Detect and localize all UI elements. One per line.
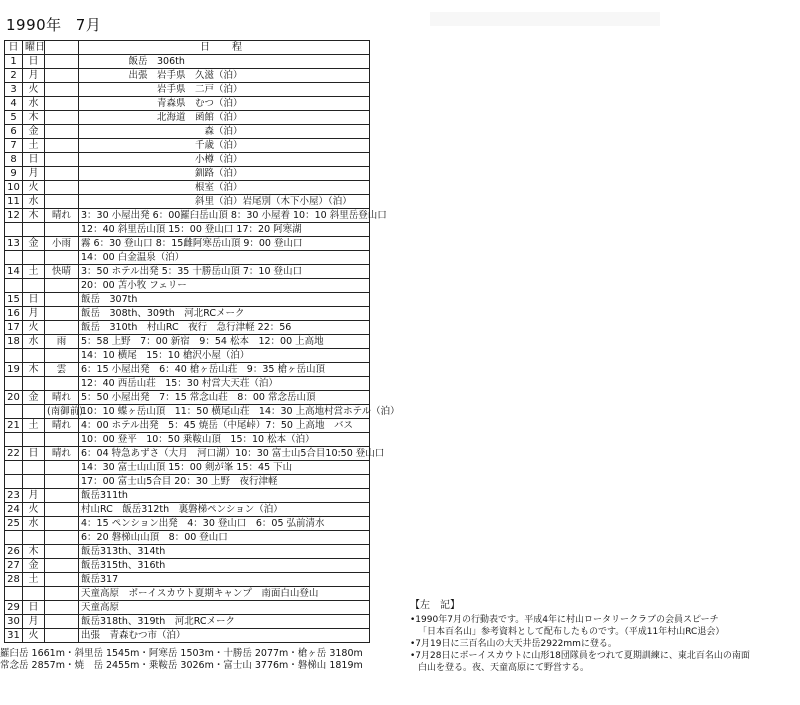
weekday-cell: 木	[23, 209, 45, 223]
table-row	[5, 489, 370, 503]
table-row	[5, 97, 370, 111]
day-cell: 25	[5, 517, 23, 531]
schedule-cell: 飯岳311th	[79, 489, 370, 503]
weekday-cell: 火	[23, 629, 45, 643]
weather-cell: 晴れ	[45, 419, 79, 433]
table-row	[5, 531, 370, 545]
schedule-cell: 小樽（泊）	[79, 153, 370, 167]
weather-cell	[45, 69, 79, 83]
table-row	[5, 55, 370, 69]
day-cell: 17	[5, 321, 23, 335]
table-row	[5, 615, 370, 629]
weather-cell: 晴れ	[45, 391, 79, 405]
schedule-cell: 6：15 小屋出発 6：40 槍ヶ岳山荘 9：35 槍ヶ岳山頂	[79, 363, 370, 377]
table-row	[5, 573, 370, 587]
table-row	[5, 251, 370, 265]
weather-cell	[45, 125, 79, 139]
day-cell	[5, 461, 23, 475]
schedule-cell: 岩手県 二戸（泊）	[79, 83, 370, 97]
day-cell	[5, 251, 23, 265]
table-row	[5, 461, 370, 475]
weather-cell	[45, 279, 79, 293]
page-title	[6, 14, 101, 35]
table-row	[5, 209, 370, 223]
table-row	[5, 363, 370, 377]
weekday-cell: 日	[23, 153, 45, 167]
table-row	[5, 139, 370, 153]
table-row	[5, 83, 370, 97]
schedule-cell: 14：30 富士山山頂 15：00 剣が峯 15：45 下山	[79, 461, 370, 475]
weather-cell	[45, 97, 79, 111]
day-cell: 9	[5, 167, 23, 181]
schedule-cell: 20：00 苫小牧 フェリー	[79, 279, 370, 293]
day-cell: 30	[5, 615, 23, 629]
day-cell: 13	[5, 237, 23, 251]
schedule-cell: 飯岳313th、314th	[79, 545, 370, 559]
table-row	[5, 405, 370, 419]
notes-box	[410, 600, 795, 674]
weather-cell	[45, 195, 79, 209]
weekday-cell: 木	[23, 545, 45, 559]
bleed-through-shadow	[430, 12, 660, 26]
weekday-cell: 日	[23, 55, 45, 69]
weather-cell	[45, 433, 79, 447]
schedule-cell: 釧路（泊）	[79, 167, 370, 181]
day-cell: 24	[5, 503, 23, 517]
title-month: 7月	[75, 16, 102, 34]
day-cell: 16	[5, 307, 23, 321]
weekday-cell	[23, 531, 45, 545]
day-cell: 6	[5, 125, 23, 139]
weather-cell	[45, 167, 79, 181]
weekday-cell: 火	[23, 321, 45, 335]
weekday-cell	[23, 587, 45, 601]
table-row	[5, 223, 370, 237]
weather-cell	[45, 321, 79, 335]
weekday-cell: 水	[23, 517, 45, 531]
table-row	[5, 167, 370, 181]
day-cell: 5	[5, 111, 23, 125]
day-cell: 2	[5, 69, 23, 83]
day-cell: 15	[5, 293, 23, 307]
weekday-cell: 土	[23, 265, 45, 279]
weekday-cell: 日	[23, 447, 45, 461]
day-cell: 28	[5, 573, 23, 587]
weather-cell	[45, 461, 79, 475]
weekday-cell: 日	[23, 293, 45, 307]
day-cell: 7	[5, 139, 23, 153]
weather-cell: 雨	[45, 335, 79, 349]
schedule-cell: 天童高原 ボーイスカウト夏期キャンプ 南面白山登山	[79, 587, 370, 601]
schedule-cell: 飯岳318th、319th 河北RCメーク	[79, 615, 370, 629]
table-row	[5, 559, 370, 573]
weather-cell	[45, 181, 79, 195]
weather-cell	[45, 475, 79, 489]
day-cell: 22	[5, 447, 23, 461]
weather-cell: 小雨	[45, 237, 79, 251]
weather-cell	[45, 111, 79, 125]
schedule-cell: 飯岳315th、316th	[79, 559, 370, 573]
schedule-cell: 千歳（泊）	[79, 139, 370, 153]
weather-cell	[45, 349, 79, 363]
mountain-heights-footer	[0, 648, 363, 672]
schedule-cell: 根室（泊）	[79, 181, 370, 195]
weekday-cell	[23, 223, 45, 237]
weekday-cell: 水	[23, 97, 45, 111]
day-cell: 14	[5, 265, 23, 279]
day-cell: 19	[5, 363, 23, 377]
day-cell: 1	[5, 55, 23, 69]
table-row	[5, 391, 370, 405]
weekday-cell	[23, 349, 45, 363]
schedule-cell: 飯岳 306th	[79, 55, 370, 69]
weekday-cell	[23, 475, 45, 489]
weekday-cell: 金	[23, 391, 45, 405]
schedule-cell: 10：00 登平 10：50 乗鞍山頂 15：10 松本（泊）	[79, 433, 370, 447]
weekday-cell: 水	[23, 335, 45, 349]
table-row	[5, 111, 370, 125]
weather-cell	[45, 517, 79, 531]
weather-cell	[45, 251, 79, 265]
weather-cell	[45, 223, 79, 237]
table-row	[5, 503, 370, 517]
day-cell: 3	[5, 83, 23, 97]
weather-cell: 雲	[45, 363, 79, 377]
day-cell: 27	[5, 559, 23, 573]
table-row	[5, 153, 370, 167]
weather-cell	[45, 153, 79, 167]
table-header-row	[5, 41, 370, 55]
schedule-cell: 斜里（泊）岩尾別（木下小屋）（泊）	[79, 195, 370, 209]
day-cell: 23	[5, 489, 23, 503]
schedule-cell: 12：40 斜里岳山頂 15：00 登山口 17：20 阿寒湖	[79, 223, 370, 237]
weather-cell	[45, 307, 79, 321]
weekday-cell: 火	[23, 83, 45, 97]
schedule-cell: 12：40 西岳山荘 15：30 村営大天荘（泊）	[79, 377, 370, 391]
weather-cell	[45, 293, 79, 307]
weekday-cell: 月	[23, 615, 45, 629]
weekday-cell	[23, 433, 45, 447]
header-schedule: 日 程	[79, 41, 370, 55]
day-cell	[5, 531, 23, 545]
table-row	[5, 517, 370, 531]
schedule-cell: 森（泊）	[79, 125, 370, 139]
day-cell	[5, 377, 23, 391]
weather-cell	[45, 559, 79, 573]
note-line: •1990年7月の行動表です。平成4年に村山ロータリークラブの会員スピーチ	[410, 615, 719, 625]
table-row	[5, 629, 370, 643]
schedule-cell: 14：10 横尾 15：10 槍沢小屋（泊）	[79, 349, 370, 363]
schedule-cell: 5：58 上野 7：00 新宿 9：54 松本 12：00 上高地	[79, 335, 370, 349]
table-row	[5, 181, 370, 195]
header-day: 日	[5, 41, 23, 55]
weekday-cell: 土	[23, 419, 45, 433]
schedule-cell: 3：30 小屋出発 6：00羅臼岳山頂 8：30 小屋着 10：10 斜里岳登山口	[79, 209, 370, 223]
weather-cell: 快晴	[45, 265, 79, 279]
table-row	[5, 307, 370, 321]
table-row	[5, 321, 370, 335]
day-cell: 31	[5, 629, 23, 643]
weather-cell	[45, 545, 79, 559]
schedule-body	[5, 55, 400, 643]
schedule-cell: 10：10 蝶ヶ岳山頂 11：50 横尾山荘 14：30 上高地村営ホテル（泊）	[79, 405, 370, 419]
schedule-cell: 6：04 特急あずさ（大月 河口湖）10：30 富士山5合目10:50 登山口	[79, 447, 370, 461]
day-cell: 12	[5, 209, 23, 223]
table-row	[5, 237, 370, 251]
table-row	[5, 69, 370, 83]
weekday-cell: 月	[23, 489, 45, 503]
table-row	[5, 377, 370, 391]
table-row	[5, 433, 370, 447]
day-cell: 8	[5, 153, 23, 167]
header-weather	[45, 41, 79, 55]
day-cell: 10	[5, 181, 23, 195]
schedule-cell: 天童高原	[79, 601, 370, 615]
table-row	[5, 447, 370, 461]
day-cell: 4	[5, 97, 23, 111]
table-row	[5, 125, 370, 139]
weekday-cell	[23, 461, 45, 475]
weekday-cell: 月	[23, 167, 45, 181]
day-cell	[5, 349, 23, 363]
day-cell	[5, 223, 23, 237]
footer-line: 常念岳 2857m・焼 岳 2455m・乗鞍岳 3026m・富士山 3776m・磐梯山 1819m	[0, 660, 363, 671]
weekday-cell: 木	[23, 111, 45, 125]
schedule-cell: 6：20 磐梯山山頂 8：00 登山口	[79, 531, 370, 545]
schedule-cell: 3：50 ホテル出発 5：35 十勝岳山頂 7：10 登山口	[79, 265, 370, 279]
table-row	[5, 293, 370, 307]
day-cell: 26	[5, 545, 23, 559]
table-row	[5, 279, 370, 293]
schedule-cell: 5：50 小屋出発 7：15 常念山荘 8：00 常念岳山頂	[79, 391, 370, 405]
schedule-cell: 4：15 ペンション出発 4：30 登山口 6：05 弘前清水	[79, 517, 370, 531]
schedule-cell: 17：00 富士山5合目 20：30 上野 夜行津軽	[79, 475, 370, 489]
day-cell	[5, 587, 23, 601]
title-year: 1990年	[6, 16, 62, 34]
schedule-cell: 14：00 白金温泉（泊）	[79, 251, 370, 265]
weekday-cell: 月	[23, 307, 45, 321]
weekday-cell: 火	[23, 503, 45, 517]
table-row	[5, 349, 370, 363]
weather-cell: (南御前)	[45, 405, 79, 419]
table-row	[5, 587, 370, 601]
weekday-cell: 金	[23, 559, 45, 573]
table-row	[5, 419, 370, 433]
weather-cell	[45, 489, 79, 503]
weather-cell	[45, 503, 79, 517]
weather-cell	[45, 601, 79, 615]
schedule-table	[4, 40, 400, 643]
weekday-cell: 日	[23, 601, 45, 615]
weather-cell	[45, 615, 79, 629]
day-cell: 29	[5, 601, 23, 615]
weekday-cell: 月	[23, 69, 45, 83]
day-cell	[5, 433, 23, 447]
table-row	[5, 475, 370, 489]
table-row	[5, 545, 370, 559]
weekday-cell: 水	[23, 195, 45, 209]
schedule-cell: 4：00 ホテル出発 5：45 焼岳（中尾峠）7：50 上高地 バス	[79, 419, 370, 433]
weekday-cell: 土	[23, 139, 45, 153]
day-cell: 20	[5, 391, 23, 405]
note-line: 「日本百名山」参考資料として配布したものです。（平成11年村山RC退会）	[418, 627, 725, 637]
schedule-cell: 村山RC 飯岳312th 裏磐梯ペンション（泊）	[79, 503, 370, 517]
day-cell: 11	[5, 195, 23, 209]
weather-cell	[45, 573, 79, 587]
table-row	[5, 335, 370, 349]
weekday-cell: 火	[23, 181, 45, 195]
weekday-cell: 金	[23, 125, 45, 139]
weekday-cell: 金	[23, 237, 45, 251]
weather-cell: 晴れ	[45, 209, 79, 223]
weather-cell	[45, 55, 79, 69]
weather-cell	[45, 531, 79, 545]
weekday-cell: 木	[23, 363, 45, 377]
schedule-cell: 青森県 むつ（泊）	[79, 97, 370, 111]
weekday-cell	[23, 251, 45, 265]
schedule-cell: 出張 青森むつ市（泊）	[79, 629, 370, 643]
note-line: •7月28日にボーイスカウトに山形18団隊員をつれて夏期訓練に、東北百名山の南面	[410, 651, 750, 661]
schedule-cell: 飯岳 308th、309th 河北RCメーク	[79, 307, 370, 321]
weekday-cell	[23, 377, 45, 391]
schedule-cell: 出張 岩手県 久滋（泊）	[79, 69, 370, 83]
schedule-cell: 霧 6：30 登山口 8：15雌阿寒岳山頂 9：00 登山口	[79, 237, 370, 251]
weekday-cell	[23, 405, 45, 419]
weather-cell: 晴れ	[45, 447, 79, 461]
day-cell	[5, 279, 23, 293]
weather-cell	[45, 377, 79, 391]
weather-cell	[45, 83, 79, 97]
schedule-cell: 北海道 函館（泊）	[79, 111, 370, 125]
schedule-cell: 飯岳317	[79, 573, 370, 587]
weather-cell	[45, 629, 79, 643]
table-row	[5, 265, 370, 279]
note-line: •7月19日に三百名山の大天井岳2922mmに登る。	[410, 639, 617, 649]
schedule-cell: 飯岳 310th 村山RC 夜行 急行津軽 22：56	[79, 321, 370, 335]
table-row	[5, 601, 370, 615]
weather-cell	[45, 139, 79, 153]
header-weekday: 曜日	[23, 41, 45, 55]
day-cell	[5, 475, 23, 489]
notes-title: 【左 記】	[410, 600, 460, 611]
weekday-cell: 土	[23, 573, 45, 587]
footer-line: 羅臼岳 1661m・斜里岳 1545m・阿寒岳 1503m・十勝岳 2077m・槍ヶ岳 3180m	[0, 648, 363, 659]
day-cell: 21	[5, 419, 23, 433]
day-cell	[5, 405, 23, 419]
table-row	[5, 195, 370, 209]
schedule-cell: 飯岳 307th	[79, 293, 370, 307]
weekday-cell	[23, 279, 45, 293]
day-cell: 18	[5, 335, 23, 349]
note-line: 白山を登る。夜、天童高原にて野営する。	[418, 663, 590, 673]
weather-cell	[45, 587, 79, 601]
